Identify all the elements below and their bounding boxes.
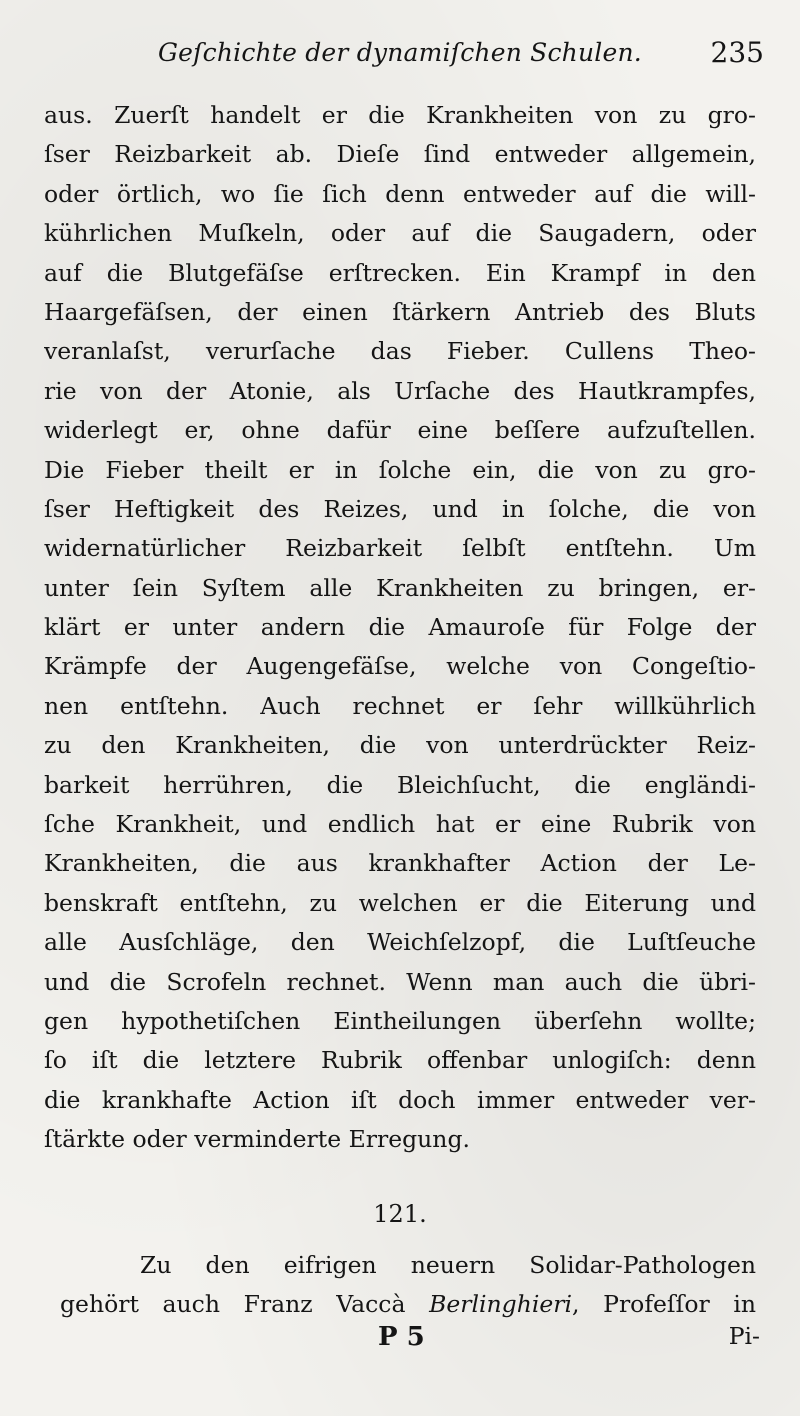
text-line: auf die Blutgefäſse erſtrecken. Ein Krampf in den (44, 258, 756, 287)
text-line: Zu den eifrigen neuern Solidar-Pathologen (140, 1251, 756, 1279)
text-line: oder örtlich, wo ſie ſich denn entweder auf die will- (44, 179, 756, 208)
person-name: Berlinghieri (429, 1290, 573, 1319)
text-line: Haargefäſsen, der einen ſtärkern Antrieb des Bluts (44, 297, 756, 326)
signature-mark: P 5 (378, 1322, 425, 1352)
text-fragment: , Profeſſor in (572, 1290, 756, 1319)
text-line: gen hypothetiſchen Eintheilungen überſehn wollte; (44, 1006, 756, 1035)
text-line: widernatürlicher Reizbarkeit ſelbſt entſtehn. Um (44, 534, 756, 563)
text-line (60, 1285, 756, 1324)
text-line: kührlichen Muſkeln, oder auf die Saugadern, oder (44, 219, 756, 248)
text-line: Krankheiten, die aus krankhafter Action der Le- (44, 849, 756, 878)
text-line: barkeit herrühren, die Bleichſucht, die engländi- (44, 770, 756, 799)
text-line: klärt er unter andern die Amauroſe für Folge der (44, 613, 756, 642)
text-line: widerlegt er, ohne dafür eine beſſere aufzuſtellen. (44, 416, 756, 445)
paragraph-1 (44, 96, 756, 1160)
text-line: ſche Krankheit, und endlich hat er eine Rubrik von (44, 810, 756, 839)
text-line: aus. Zuerſt handelt er die Krankheiten von zu gro- (44, 101, 756, 129)
catchword: Pi- (728, 1322, 760, 1350)
page-header (150, 38, 770, 78)
text-line: Krämpfe der Augengefäſse, welche von Congeſtio- (44, 652, 756, 681)
text-line: veranlaſst, verurſache das Fieber. Cullens Theo- (44, 337, 756, 366)
text-line: benskraft entſtehn, zu welchen er die Eiterung und (44, 888, 756, 917)
text-line: ſser Reizbarkeit ab. Dieſe ſind entweder allgemein, (44, 140, 756, 169)
text-line: rie von der Atonie, als Urſache des Hautkrampfes, (44, 376, 756, 405)
text-line: zu den Krankheiten, die von unterdrückter Reiz- (44, 731, 756, 760)
text-line: ſtärkte oder verminderte Erregung. (44, 1125, 470, 1154)
text-line: die krankhafte Action iſt doch immer entweder ver- (44, 1085, 756, 1114)
text-line: nen entſtehn. Auch rechnet er ſehr willkührlich (44, 691, 756, 720)
text-line: unter ſein Syſtem alle Krankheiten zu bringen, er- (44, 573, 756, 602)
page-number: 235 (710, 36, 764, 69)
text-line: Die Fieber theilt er in ſolche ein, die von zu gro- (44, 455, 756, 484)
text-line: und die Scrofeln rechnet. Wenn man auch die übri- (44, 967, 756, 996)
running-title: Geſchichte der dynamiſchen Schulen. (158, 38, 642, 67)
text-fragment: gehört auch Franz Vaccà (60, 1290, 430, 1319)
paragraph-2 (60, 1246, 756, 1325)
text-line: alle Ausſchläge, den Weichſelzopf, die Luſtſeuche (44, 928, 756, 957)
page-footer (0, 1322, 800, 1362)
text-line: ſser Heftigkeit des Reizes, und in ſolche, die von (44, 494, 756, 523)
section-number: 121. (373, 1200, 427, 1228)
text-line: ſo iſt die letztere Rubrik offenbar unlogiſch: denn (44, 1046, 756, 1075)
